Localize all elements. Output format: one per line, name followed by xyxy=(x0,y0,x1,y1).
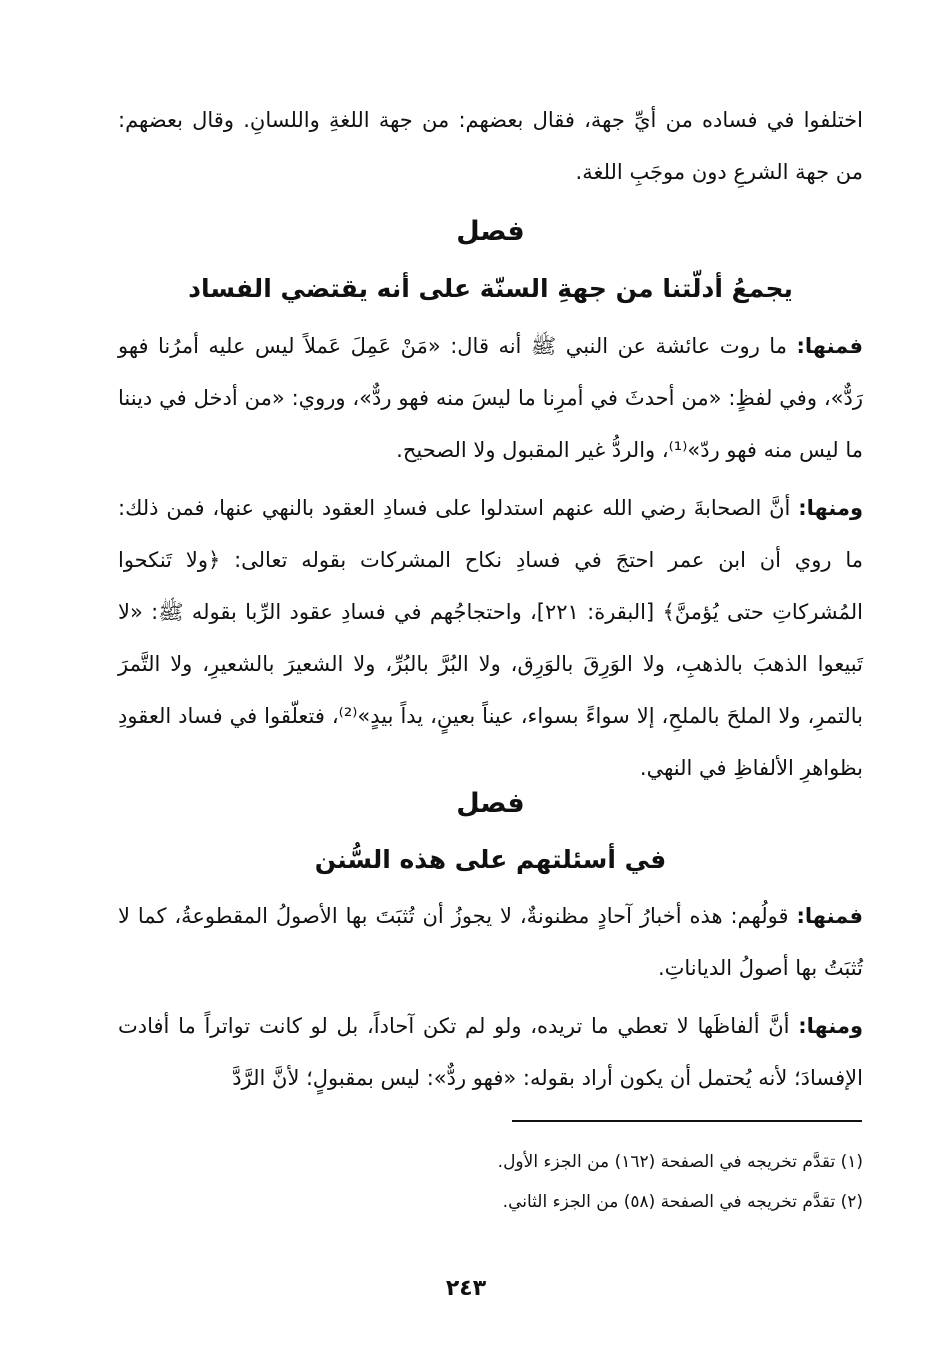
paragraph-lead: ومنها: xyxy=(798,496,863,520)
page-number: ٢٤٣ xyxy=(445,1276,487,1301)
paragraph-body: قولُهم: هذه أخبارُ آحادٍ مظنونةٌ، لا يجوزُ أن تُثبَتَ بها الأصولُ المقطوعةُ، كما لا تُثبَتُ بها أصولُ الدياناتِ. xyxy=(118,904,863,980)
paragraph-lead: فمنها: xyxy=(796,334,863,358)
intro-paragraph: اختلفوا في فساده من أيِّ جهة، فقال بعضهم: من جهة اللغةِ واللسانِ. وقال بعضهم: من جهة الشرعِ دون موجَبِ اللغة. xyxy=(118,108,863,184)
footnote: (١) تقدَّم تخريجه في الصفحة (١٦٢) من الجزء الأول. xyxy=(497,1152,863,1172)
section-title: يجمعُ أدلّتنا من جهةِ السنّة على أنه يقتضي الفساد xyxy=(188,274,793,303)
section-label: فصل xyxy=(456,788,525,819)
section-title: في أسئلتهم على هذه السُّنن xyxy=(314,845,667,874)
section1-paragraph-1 xyxy=(118,320,863,476)
paragraph-body: ما روت عائشة عن النبي ﷺ أنه قال: «مَنْ عَمِلَ عَملاً ليس عليه أمرُنا فهو رَدٌّ»، وفي لفظٍ: «من أحدثَ في أمرِنا ما ليسَ منه فهو ردٌّ»، وروي: «من أدخل في ديننا ما ليس منه فهو ردّ»⁽¹⁾، والردُّ غير المقبول ولا الصحيح. xyxy=(118,334,863,462)
paragraph-lead: فمنها: xyxy=(796,904,863,928)
footnote: (٢) تقدَّم تخريجه في الصفحة (٥٨) من الجزء الثاني. xyxy=(502,1192,863,1212)
paragraph-body: أنَّ الصحابةَ رضي الله عنهم استدلوا على فسادِ العقود بالنهي عنها، فمن ذلك: ما روي أن ابن عمر احتجَ في فسادِ نكاح المشركات بقوله تعالى: ﴿ولا تَنكحوا المُشركاتِ حتى يُؤمنَّ﴾ [البقرة: ٢٢١]، واحتجاجُهم في فسادِ عقود الرِّبا بقوله ﷺ: «لا تَبيعوا الذهبَ بالذهبِ، ولا الوَرِقَ بالوَرِق، ولا البُرَّ بالبُرِّ، ولا الشعيرَ بالشعيرِ، ولا التَّمرَ بالتمرِ، ولا الملحَ بالملحِ، إلا سواءً بسواء، عيناً بعينٍ، يداً بيدٍ»⁽²⁾، فتعلّقوا في فساد العقودِ بظواهرِ الألفاظِ في النهي. xyxy=(118,496,863,780)
section-label: فصل xyxy=(456,216,525,247)
footnote-divider xyxy=(512,1120,862,1122)
paragraph-body: أنَّ ألفاظَها لا تعطي ما تريده، ولو لم تكن آحاداً، بل لو كانت تواتراً ما أفادت الإفسادَ؛ لأنه يُحتمل أن يكون أراد بقوله: «فهو ردٌّ»: ليس بمقبولٍ؛ لأنَّ الرَّدَّ xyxy=(118,1014,863,1090)
paragraph-lead: ومنها: xyxy=(798,1014,863,1038)
section1-paragraph-2 xyxy=(118,482,863,794)
section2-paragraph-2 xyxy=(118,1000,863,1104)
section2-paragraph-1 xyxy=(118,890,863,994)
